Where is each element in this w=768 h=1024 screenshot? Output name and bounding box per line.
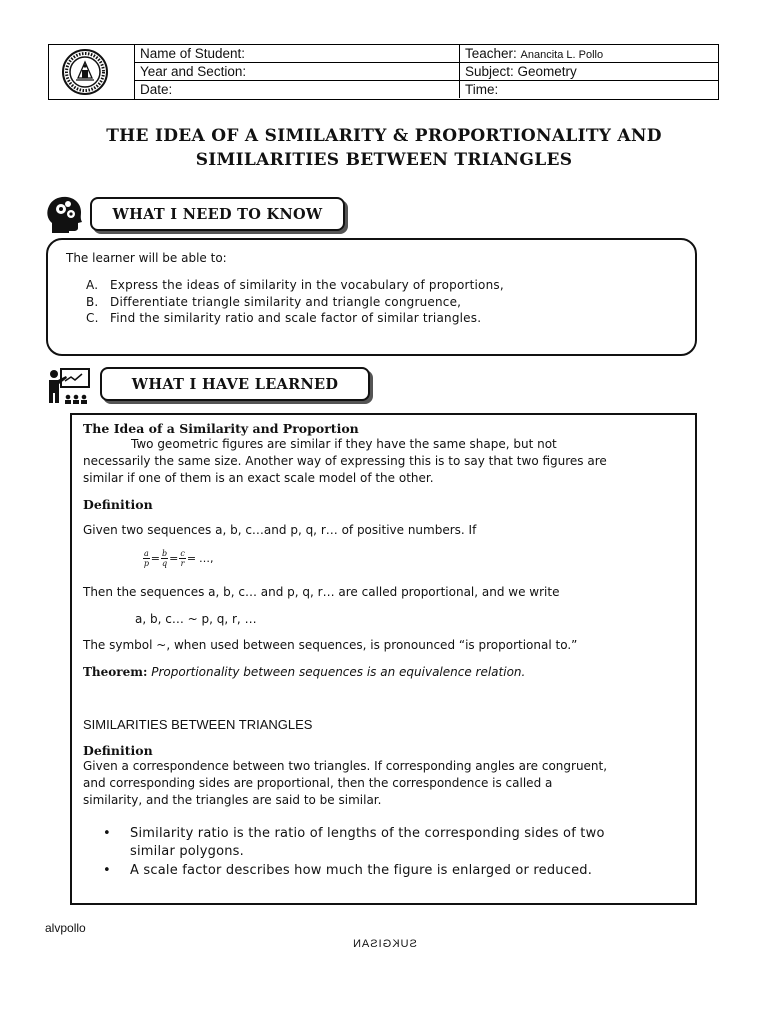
bullet-scale-factor: • A scale factor describes how much the figure is enlarged or reduced.: [103, 863, 593, 878]
fraction-a-over-p: $\frac{a}{p}$: [143, 549, 149, 568]
sequence-notation: a, b, c… ~ p, q, r, …: [135, 612, 257, 626]
objective-b: B. Differentiate triangle similarity and triangle congruence,: [86, 295, 462, 309]
paragraph-line: necessarily the same size. Another way of expressing this is to say that two figures are: [83, 454, 607, 468]
teacher-board-icon: [46, 367, 92, 405]
title-line-2: SIMILARITIES BETWEEN TRIANGLES: [195, 150, 573, 170]
header-table: [48, 44, 719, 100]
bullet-icon: •: [103, 863, 111, 878]
bullet-icon: •: [103, 826, 111, 841]
school-seal-icon: [61, 48, 109, 96]
header-row-1: [135, 45, 718, 63]
header-row-2: [135, 63, 718, 81]
equation-ellipsis: …,: [199, 552, 214, 565]
what-i-have-learned-label: WHAT I HAVE LEARNED: [100, 367, 370, 401]
equals-sign: =: [169, 552, 179, 565]
header-row-3: [135, 81, 718, 98]
time-label: Time:: [465, 82, 499, 97]
given-sequences-text: Given two sequences a, b, c…and p, q, r… of positive numbers. If: [83, 523, 477, 537]
page-title: [40, 124, 728, 172]
heading-idea-of-similarity: The Idea of a Similarity and Proportion: [83, 421, 359, 436]
paragraph-line: Given a correspondence between two triangles. If corresponding angles are congruent,: [83, 759, 608, 773]
paragraph-line: Two geometric figures are similar if they have the same shape, but not: [131, 437, 557, 451]
teacher-cell: [460, 45, 718, 62]
objectives-intro: The learner will be able to:: [66, 251, 227, 265]
lesson-box: [70, 413, 697, 905]
mirrored-footer-text: SUKGISAN: [351, 938, 417, 950]
equals-sign: =: [150, 552, 160, 565]
equals-sign: =: [186, 552, 197, 565]
title-line-1: THE IDEA OF A SIMILARITY & PROPORTIONALITY AND: [106, 126, 662, 146]
objective-c: C. Find the similarity ratio and scale factor of similar triangles.: [86, 311, 482, 325]
theorem-text: Proportionality between sequences is an equivalence relation.: [151, 665, 526, 679]
teacher-label: Teacher:: [465, 46, 517, 61]
head-gears-icon: [44, 195, 84, 235]
name-of-student-label: Name of Student:: [135, 45, 460, 62]
paragraph-line: and corresponding sides are proportional, then the correspondence is called a: [83, 776, 553, 790]
date-label: Date:: [135, 81, 460, 98]
theorem: [83, 664, 525, 681]
author-footer: alvpollo: [45, 921, 86, 935]
symbol-pronunciation-text: The symbol ~, when used between sequences, is pronounced “is proportional to.”: [83, 638, 578, 652]
paragraph-line: similar if one of them is an exact scale model of the other.: [83, 471, 434, 485]
then-sequences-text: Then the sequences a, b, c… and p, q, r… are called proportional, and we write: [83, 585, 560, 599]
paragraph-triangle-similarity: [83, 758, 686, 809]
proportion-equation: [142, 549, 214, 568]
teacher-name: Anancita L. Pollo: [520, 49, 604, 61]
what-i-need-to-know-label: WHAT I NEED TO KNOW: [90, 197, 345, 231]
definition-label-2: Definition: [83, 743, 153, 758]
paragraph-similar-figures: [83, 436, 686, 487]
theorem-label: Theorem:: [83, 665, 148, 679]
subject-label: Subject: Geometry: [465, 64, 577, 79]
fraction-c-over-r: $\frac{c}{r}$: [180, 549, 185, 568]
bullet-similarity-ratio: • Similarity ratio is the ratio of lengths of the corresponding sides of two similar polygons.: [103, 826, 605, 859]
objectives-box: [46, 238, 697, 356]
year-section-label: Year and Section:: [135, 63, 460, 80]
paragraph-line: similarity, and the triangles are said to be similar.: [83, 793, 382, 807]
definition-label: Definition: [83, 497, 153, 512]
objective-a: A. Express the ideas of similarity in the vocabulary of proportions,: [86, 278, 504, 292]
fraction-b-over-q: $\frac{b}{q}$: [162, 549, 168, 568]
seal-cell: [49, 45, 135, 99]
heading-similarities-between-triangles: SIMILARITIES BETWEEN TRIANGLES: [83, 717, 313, 732]
